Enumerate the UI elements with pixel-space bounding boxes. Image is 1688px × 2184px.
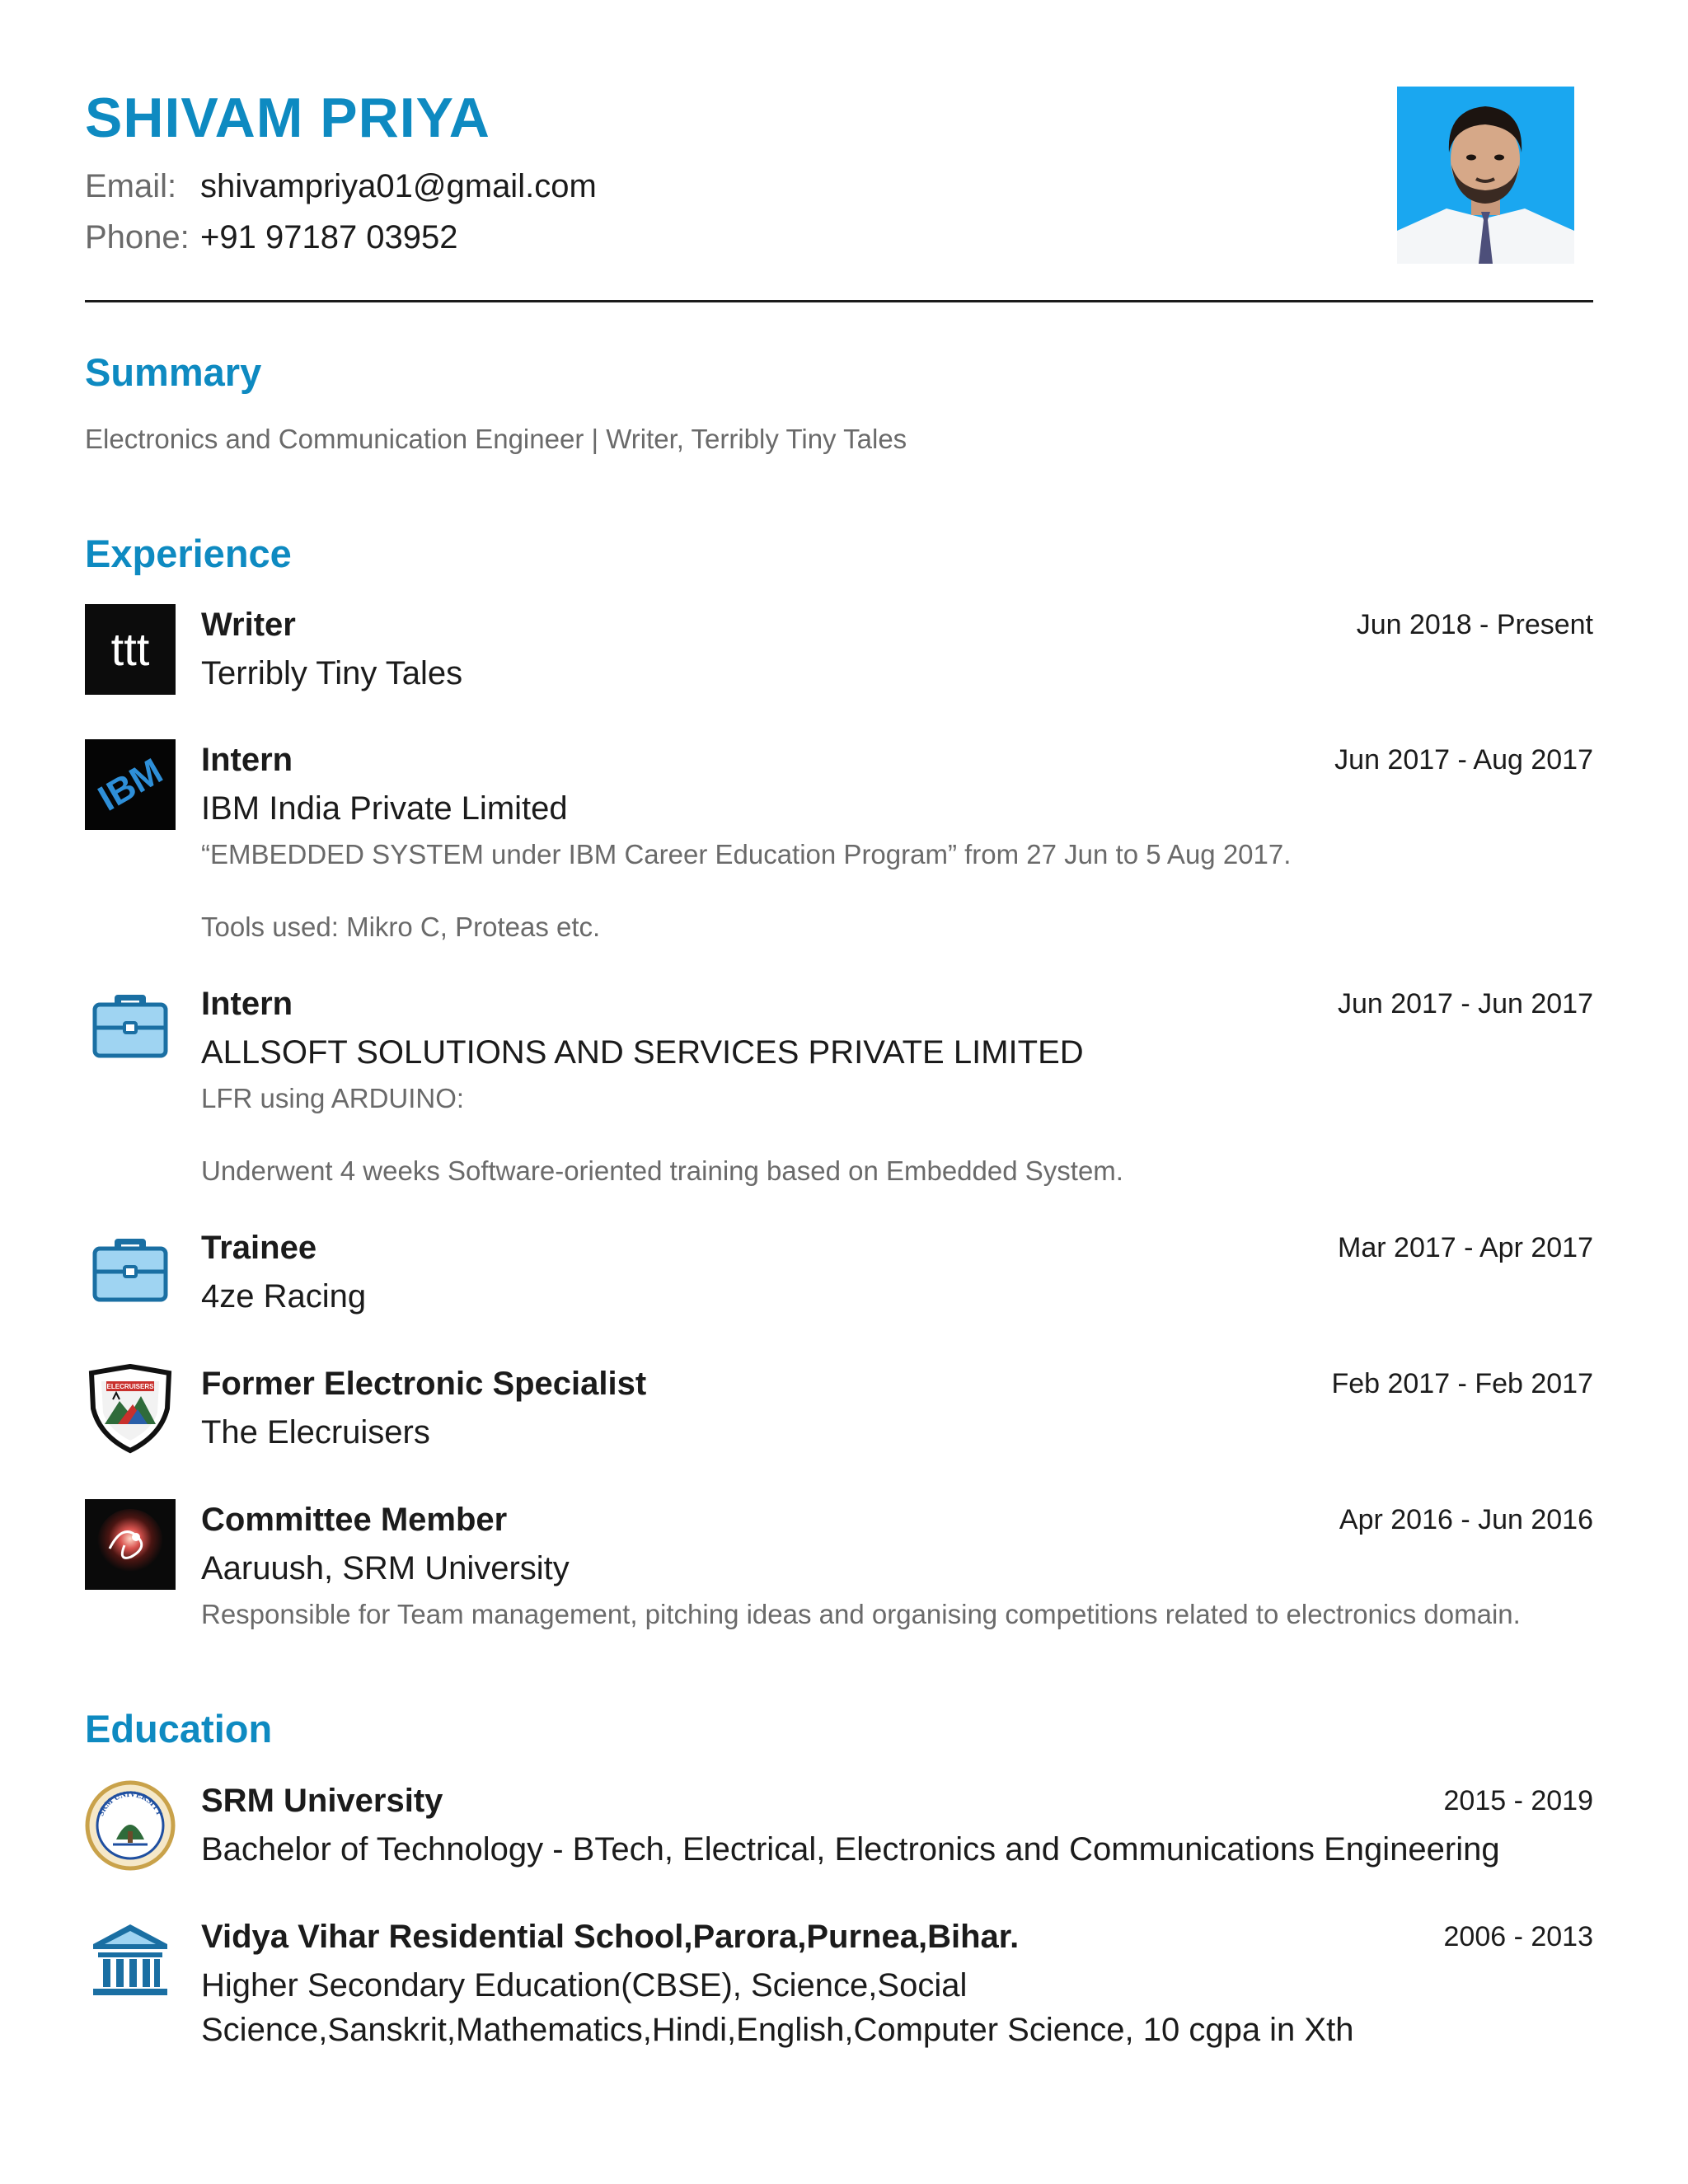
job-description: LFR using ARDUINO:: [201, 1083, 465, 1113]
job-organization: The Elecruisers: [201, 1414, 430, 1451]
svg-text:ttt: ttt: [110, 623, 150, 675]
school-name: Vidya Vihar Residential School,Parora,Purnea,Bihar.: [201, 1919, 1020, 1955]
job-description: Tools used: Mikro C, Proteas etc.: [201, 912, 601, 942]
job-dates: Jun 2018 - Present: [1356, 609, 1593, 640]
aaruush-logo: [85, 1499, 176, 1590]
job-organization: IBM India Private Limited: [201, 790, 568, 827]
education-dates: 2006 - 2013: [1443, 1921, 1593, 1952]
school-name: SRM University: [201, 1783, 443, 1819]
summary-text: Electronics and Communication Engineer | Writer, Terribly Tiny Tales: [85, 424, 907, 454]
elecruisers-shield-logo: [85, 1363, 176, 1454]
ibm-logo: [85, 739, 176, 830]
job-role: Former Electronic Specialist: [201, 1366, 647, 1402]
phone-value: +91 97187 03952: [200, 219, 458, 255]
job-organization: ALLSOFT SOLUTIONS AND SERVICES PRIVATE LIMITED: [201, 1034, 1084, 1071]
job-organization: Terribly Tiny Tales: [201, 655, 463, 691]
summary-title: Summary: [85, 350, 262, 394]
degree: Bachelor of Technology - BTech, Electrical, Electronics and Communications Engineering: [201, 1831, 1500, 1868]
job-dates: Jun 2017 - Jun 2017: [1337, 988, 1593, 1019]
experience-title: Experience: [85, 532, 292, 575]
institution-building-icon: [85, 1916, 176, 2007]
job-dates: Jun 2017 - Aug 2017: [1334, 744, 1593, 776]
svg-text:SRM UNIVERSITY: SRM UNIVERSITY: [96, 1789, 164, 1818]
job-organization: Aaruush, SRM University: [201, 1550, 570, 1586]
svg-text:IBM: IBM: [91, 751, 170, 819]
phone-label: Phone:: [85, 219, 190, 255]
degree: Higher Secondary Education(CBSE), Science,Social Science,Sanskrit,Mathematics,Hindi,English,Computer Science, 10 cgpa in Xth: [201, 1967, 1354, 2048]
srm-university-seal-logo: [85, 1780, 176, 1871]
job-organization: 4ze Racing: [201, 1278, 367, 1315]
job-dates: Apr 2016 - Jun 2016: [1339, 1504, 1593, 1535]
education-title: Education: [85, 1707, 273, 1750]
header-divider: [85, 300, 1593, 302]
job-role: Intern: [201, 742, 293, 778]
email-value[interactable]: shivampriya01@gmail.com: [200, 168, 597, 204]
job-dates: Mar 2017 - Apr 2017: [1338, 1232, 1593, 1263]
phone-row: [85, 219, 458, 256]
job-description: Underwent 4 weeks Software-oriented training based on Embedded System.: [201, 1155, 1123, 1186]
job-role: Committee Member: [201, 1502, 508, 1538]
job-description: Responsible for Team management, pitching ideas and organising competitions related to electronics domain.: [201, 1599, 1521, 1629]
svg-text:ELECRUISERS: ELECRUISERS: [106, 1383, 154, 1390]
job-role: Writer: [201, 607, 296, 643]
briefcase-icon: [85, 1227, 176, 1318]
education-dates: 2015 - 2019: [1443, 1785, 1593, 1816]
email-row: [85, 168, 597, 205]
job-dates: Feb 2017 - Feb 2017: [1331, 1368, 1593, 1399]
candidate-name: SHIVAM PRIYA: [85, 87, 490, 149]
profile-photo: [1397, 87, 1574, 264]
job-role: Trainee: [201, 1230, 317, 1266]
job-role: Intern: [201, 986, 293, 1022]
briefcase-icon: [85, 983, 176, 1074]
job-description: “EMBEDDED SYSTEM under IBM Career Education Program” from 27 Jun to 5 Aug 2017.: [201, 839, 1292, 869]
terribly-tiny-tales-logo: [85, 604, 176, 695]
email-label: Email:: [85, 168, 177, 204]
